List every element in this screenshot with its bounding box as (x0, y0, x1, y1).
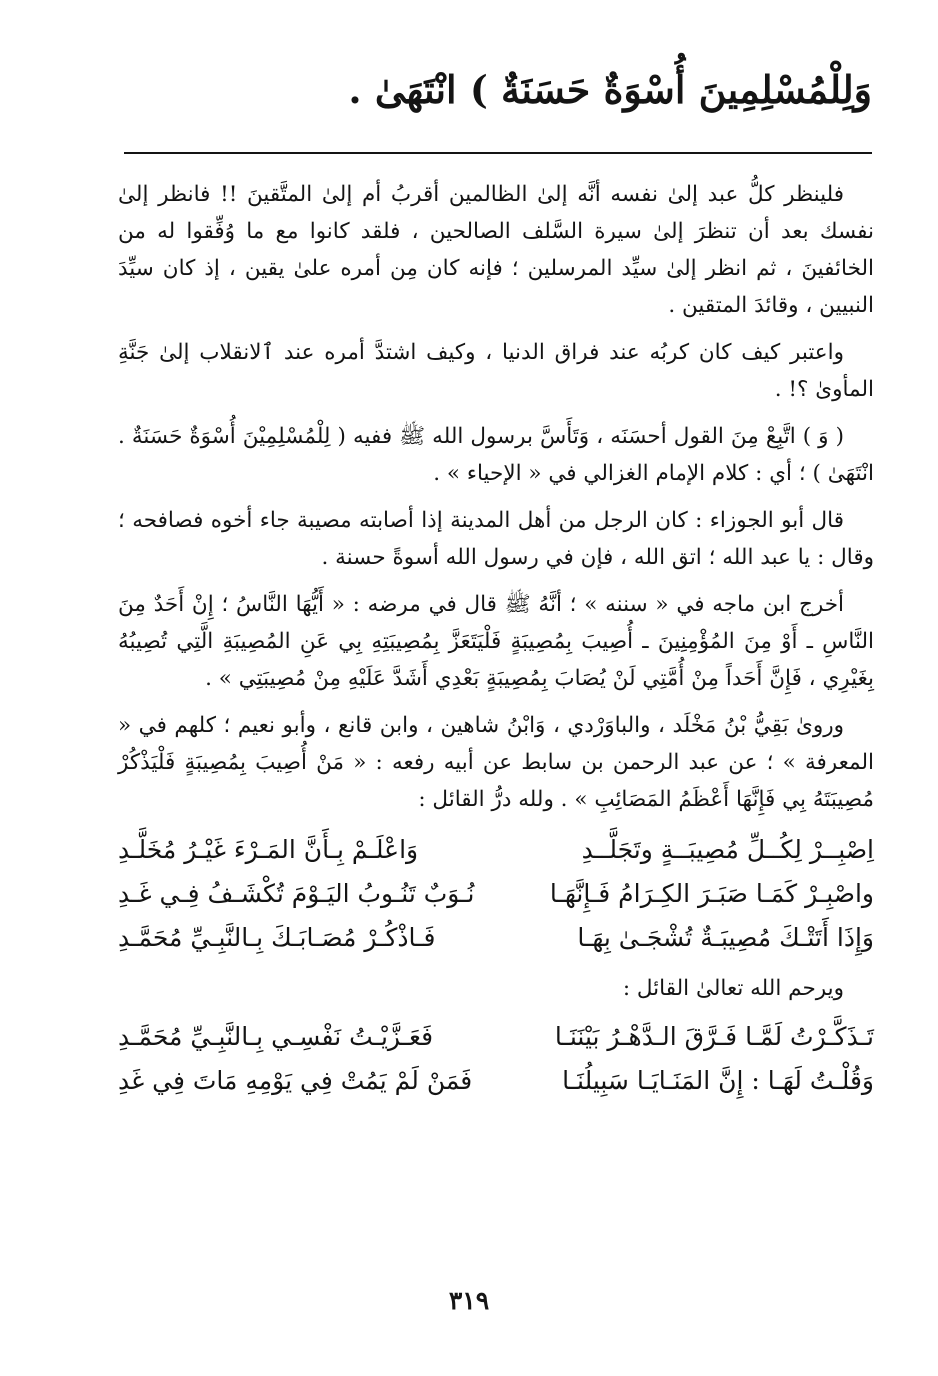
continued-verse-line: وَلِلْمُسْلِمِينَ أُسْوَةٌ حَسَنَةٌ ) انْتَهَىٰ . (348, 67, 872, 112)
verse-second-hemistich: فَعَـزَّيْـتُ نَفْسِـي بِـالنَّبِـيِّ مُحَمَّـدِ (118, 1022, 434, 1051)
paragraph: وروىٰ بَقِيُّ بْنُ مَخْلَد ، والباوَرْدي ، وَابْنُ شاهين ، وابن قانع ، وأبو نعيم ؛ كلهم في « المعرفة » ؛ عن عبد الرحمن بن سابط عن أبيه رفعه : « مَنْ أُصِيبَ بِمُصِيبَةٍ فَلْيَذْكُرْ مُصِيبَتَهُ بِي فَإِنَّهَا أَعْظَمُ المَصَائِبِ » . ولله درُّ القائل : (118, 713, 874, 812)
verse-line (118, 916, 874, 960)
verse-second-hemistich: فَمَنْ لَمْ يَمُتْ فِي يَوْمِهِ مَاتَ فِي غَدِ (118, 1066, 473, 1095)
poem-block-1 (118, 828, 874, 960)
verse-first-hemistich: وَقُلْـتُ لَهَـا : إِنَّ المَنَـايَـا سَبِيلُنَـا (562, 1066, 874, 1095)
footnote-separator-rule (124, 152, 872, 154)
paragraph: قال أبو الجوزاء : كان الرجل من أهل المدينة إذا أصابته مصيبة جاء أخوه فصافحه ؛ وقال : يا عبد الله ؛ اتق الله ، فإن في رسول الله أسوةً حسنة . (118, 508, 874, 570)
verse-line (118, 1059, 874, 1103)
verse-line (118, 828, 874, 872)
verse-second-hemistich: نُـوَبٌ تَنُـوبُ اليَـوْمَ تُكْشَـفُ فِـي غَـدِ (118, 879, 475, 908)
paragraph: أخرج ابن ماجه في « سننه » ؛ أنَّهُ ﷺ قال في مرضه : « أَيُّهَا النَّاسُ ؛ إِنْ أَحَدٌ مِنَ النَّاسِ ـ أَوْ مِنَ المُؤْمِنِينَ ـ أُصِيبَ بِمُصِيبَةٍ فَلْيَتَعَزَّ بِمُصِيبَتِهِ بِي عَنِ المُصِيبَةِ الَّتِي تُصِيبُهُ بِغَيْرِي ، فَإِنَّ أَحَداً مِنْ أُمَّتِي لَنْ يُصَابَ بِمُصِيبَةٍ بَعْدِي أَشَدَّ عَلَيْهِ مِنْ مُصِيبَتِي » . (118, 592, 874, 691)
page-number: ٣١٩ (448, 1286, 490, 1315)
paragraph: واعتبر كيف كان كربُه عند فراق الدنيا ، وكيف اشتدَّ أمره عند ٱلانقلاب إلىٰ جَنَّةِ المأوىٰ ؟! . (118, 340, 874, 402)
verse-first-hemistich: اِصْبِــرْ لِكُــلِّ مُصِيبَــةٍ وتَجَلَّــدِ (581, 835, 874, 864)
verse-second-hemistich: فَـاذْكُـرْ مُصَـابَـكَ بِـالنَّبِـيِّ مُحَمَّـدِ (118, 923, 436, 952)
commentary-body (118, 176, 874, 1113)
verse-line (118, 1015, 874, 1059)
verse-line (118, 872, 874, 916)
verse-first-hemistich: وَإِذَا أَتَتْـكَ مُصِيبَـةٌ تُشْجَـىٰ بِهَـا (577, 923, 874, 952)
verse-second-hemistich: وَاعْلَـمْ بِـأَنَّ المَـرْءَ غَيْـرُ مُخَلَّـدِ (118, 835, 419, 864)
paragraph: فلينظر كلُّ عبد إلىٰ نفسه أنَّه إلىٰ الظالمين أقربُ أم إلىٰ المتَّقينَ !! فانظر إلىٰ نفسك بعد أن تنظرَ إلىٰ سيرة السَّلف الصالحين ، فلقد كانوا مع ما وُفِّقوا له من الخائفينَ ، ثم انظر إلىٰ سيِّد المرسلين ؛ فإنه كان مِن أمره علىٰ يقين ، إذ كان سيِّدَ النبيين ، وقائدَ المتقين . (118, 182, 874, 318)
verse-first-hemistich: واصْبِـرْ كَمَـا صَبَـرَ الكِـرَامُ فَـإِنَّهَـا (549, 879, 874, 908)
paragraph: ( وَ ) اتَّبِعْ مِنَ القول أحسَنَه ، وَتَأَسَّ برسول الله ﷺ ففيه ( لِلْمُسْلِمِيْنَ أُسْوَةٌ حَسَنَةٌ . انْتَهَىٰ ) ؛ أي : كلام الإمام الغزالي في « الإحياء » . (118, 424, 874, 486)
verse-first-hemistich: تَـذَكَّـرْتُ لَمَّـا فَـرَّقَ الـدَّهْـرُ بَيْنَنَـا (554, 1022, 874, 1051)
verse-intro: ويرحم الله تعالىٰ القائل : (622, 976, 844, 1001)
poem-block-2 (118, 1015, 874, 1103)
